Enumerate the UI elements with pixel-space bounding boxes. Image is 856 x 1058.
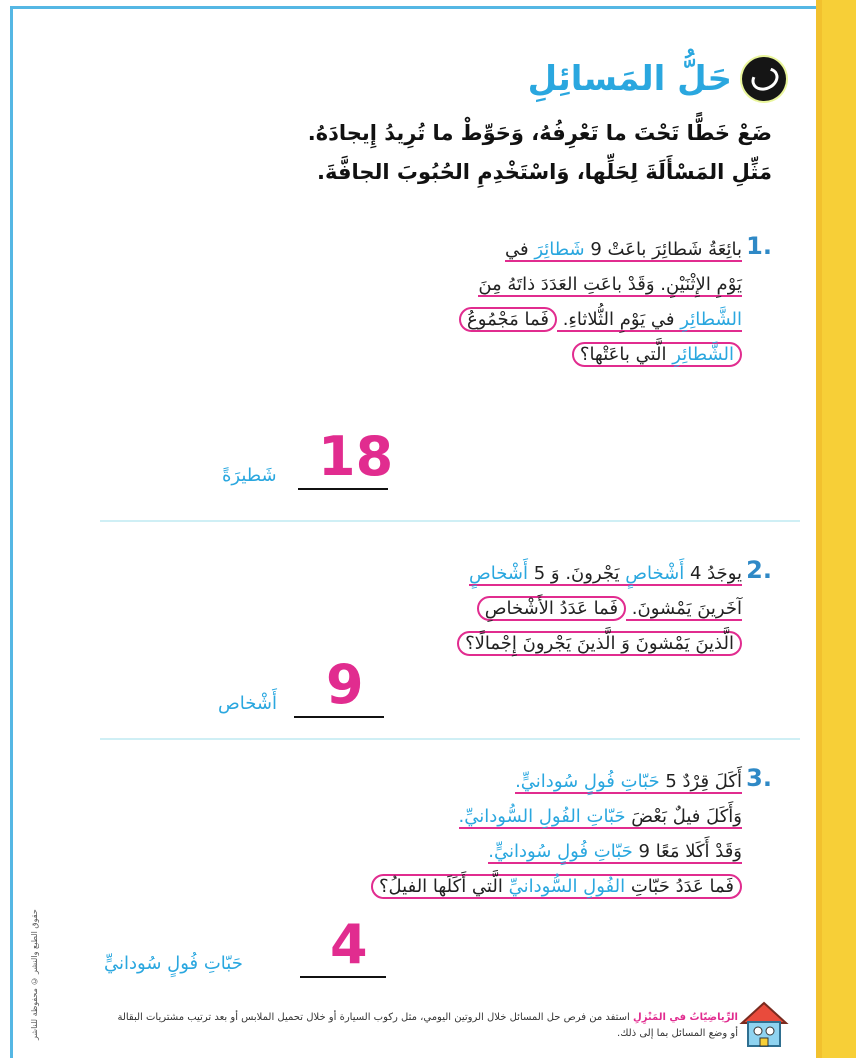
answer-3-line <box>300 976 386 978</box>
problem-3-number: 3. <box>746 764 772 792</box>
home-math-icon <box>736 995 792 1051</box>
instruction-line-2: مَثِّلِ المَسْأَلَةَ لِحَلِّها، وَاسْتَخْدِمِ الحُبُوبَ الجافَّةَ. <box>317 159 772 184</box>
answer-1-unit: شَطيرَةً <box>222 465 277 486</box>
problem-1 <box>340 232 770 372</box>
problem-3-line-3: وَقَدْ أَكَلا مَعًا 9 حَبّاتِ فُولٍ سُودانيٍّ. <box>488 841 742 862</box>
answer-3-unit: حَبّاتِ فُولٍ سُودانيٍّ <box>104 953 243 974</box>
problem-1-line-1: بائِعَةُ شَطائِرَ باعَتْ 9 شَطائِرَ في <box>505 239 742 260</box>
answer-3-value: 4 <box>330 913 368 976</box>
footer-body: استفد من فرص حل المسائل خلال الروتين اليومي، مثل ركوب السيارة أو خلال تحميل الملابس أو بعد ترتيب مشتريات البقالة أو وضع المسائل بما إلى ذلك. <box>117 1012 738 1039</box>
answer-1 <box>222 425 394 492</box>
footer-title: الرِّياضِيّاتُ في المَنْزِلِ <box>633 1012 738 1023</box>
top-border <box>10 6 816 9</box>
answer-2 <box>218 653 388 720</box>
problem-1-line-3: الشَّطائِرِ في يَوْمِ الثُّلاثاءِ. فَما مَجْمُوعُ <box>340 302 742 337</box>
answer-2-line <box>294 716 384 718</box>
answer-2-value: 9 <box>326 653 364 716</box>
problem-2-line-1: يوجَدُ 4 أَشْخاصٍ يَجْرونَ. وَ 5 أَشْخاصٍ <box>469 563 742 584</box>
answer-2-unit: أَشْخاص <box>218 693 277 714</box>
problem-3-line-4: فَما عَدَدُ حَبّاتِ الفُولِ السُّودانيِّ الَّتي أَكَلَها الفيلُ؟ <box>300 869 742 904</box>
problem-2 <box>330 556 770 661</box>
footer-note <box>108 1010 738 1042</box>
problem-2-line-3: الَّذينَ يَمْشونَ وَ الَّذينَ يَجْرونَ إِجْمالًا؟ <box>330 626 742 661</box>
problem-2-number: 2. <box>746 556 772 584</box>
problem-2-line-2: آخَرينَ يَمْشونَ. فَما عَدَدُ الأَشْخاصِ <box>330 591 742 626</box>
separator-1 <box>100 520 800 522</box>
problem-1-line-4: الشَّطائِرِ الَّتي باعَتْها؟ <box>340 337 742 372</box>
strategy-icon <box>742 57 786 101</box>
yellow-side-strip <box>816 0 856 1058</box>
problem-1-number: 1. <box>746 232 772 260</box>
instructions <box>172 114 772 192</box>
separator-2 <box>100 738 800 740</box>
problem-1-line-2: يَوْمِ الإِثْنَيْنِ. وَقَدْ باعَتِ العَدَدَ ذاتَهُ مِنَ <box>478 274 742 295</box>
problem-3 <box>300 764 770 904</box>
answer-3 <box>104 913 394 980</box>
instruction-line-1: ضَعْ خَطًّا تَحْتَ ما تَعْرِفُهُ، وَحَوِّطْ ما تُرِيدُ إِيجادَهُ. <box>307 121 772 145</box>
answer-1-value: 18 <box>318 425 394 488</box>
problem-3-line-1: أَكَلَ قِرْدٌ 5 حَبّاتِ فُولٍ سُودانيٍّ. <box>515 771 742 792</box>
left-border <box>10 6 13 1058</box>
page-title: حَلُّ المَسائِلِ <box>527 59 732 99</box>
copyright-side-text: حقوق الطبع والنشر © محفوظة للناشر <box>30 909 39 1040</box>
answer-1-line <box>298 488 388 490</box>
circled-what: فَما مَجْمُوعُ <box>459 307 557 332</box>
section-header <box>528 54 786 104</box>
problem-3-line-2: وَأَكَلَ فيلٌ بَعْضَ حَبّاتِ الفُولِ السُّودانيِّ. <box>458 806 742 827</box>
